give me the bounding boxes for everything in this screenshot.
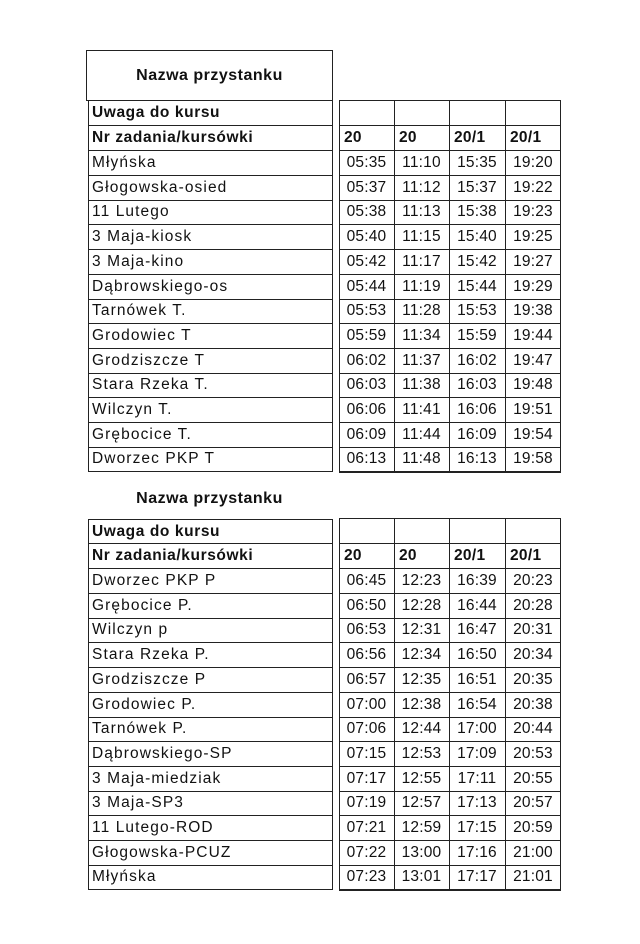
departure-time: 17:11 [449, 767, 505, 792]
departure-time: 19:44 [505, 324, 561, 349]
stop-name: 3 Maja-kiosk [88, 225, 333, 250]
departure-time: 20:28 [505, 594, 561, 619]
departure-time: 07:23 [339, 865, 394, 890]
departure-time: 07:06 [339, 717, 394, 742]
departure-time: 06:13 [339, 447, 394, 472]
stop-name: Wilczyn T. [88, 398, 333, 423]
stop-name: Głogowska-PCUZ [88, 841, 333, 866]
stop-name: 3 Maja-kino [88, 250, 333, 275]
departure-time: 06:50 [339, 594, 394, 619]
remark-row [339, 519, 561, 544]
departure-time: 06:57 [339, 668, 394, 693]
departure-time: 12:55 [394, 767, 449, 792]
task-code-cell: 20/1 [505, 126, 561, 151]
remark-row [339, 101, 561, 126]
departure-time: 17:00 [449, 717, 505, 742]
departure-time: 11:17 [394, 250, 449, 275]
departure-time: 05:59 [339, 324, 394, 349]
departure-time: 12:38 [394, 693, 449, 718]
departure-time: 15:37 [449, 176, 505, 201]
departure-time: 13:00 [394, 841, 449, 866]
section-title: Nazwa przystanku [86, 50, 333, 101]
departure-time: 19:51 [505, 398, 561, 423]
stop-name: Stara Rzeka T. [88, 373, 333, 398]
departure-time: 19:22 [505, 176, 561, 201]
departure-time: 17:16 [449, 841, 505, 866]
departure-time: 20:44 [505, 717, 561, 742]
departure-time: 11:38 [394, 373, 449, 398]
task-code-cell: 20/1 [505, 544, 561, 569]
departure-time: 20:34 [505, 643, 561, 668]
departure-time: 06:45 [339, 569, 394, 594]
departure-time: 12:59 [394, 816, 449, 841]
departure-time: 16:51 [449, 668, 505, 693]
departure-time: 06:02 [339, 349, 394, 374]
departure-time: 20:57 [505, 791, 561, 816]
departure-time: 07:21 [339, 816, 394, 841]
departure-time: 12:31 [394, 618, 449, 643]
departure-time: 15:40 [449, 225, 505, 250]
departure-time: 11:34 [394, 324, 449, 349]
departure-time: 16:09 [449, 423, 505, 448]
stop-name: Dworzec PKP T [88, 447, 333, 472]
departure-time: 20:59 [505, 816, 561, 841]
stop-name: Dworzec PKP P [88, 569, 333, 594]
stop-name: 3 Maja-SP3 [88, 791, 333, 816]
departure-time: 16:39 [449, 569, 505, 594]
departure-time: 19:25 [505, 225, 561, 250]
departure-time: 11:15 [394, 225, 449, 250]
departure-time: 06:06 [339, 398, 394, 423]
departure-time: 07:17 [339, 767, 394, 792]
section-title: Nazwa przystanku [136, 490, 283, 507]
departure-time: 16:44 [449, 594, 505, 619]
departure-time: 12:53 [394, 742, 449, 767]
departure-time: 15:38 [449, 200, 505, 225]
departure-time: 05:35 [339, 151, 394, 176]
stop-name: Grodziszcze P [88, 668, 333, 693]
departure-time: 05:37 [339, 176, 394, 201]
departure-time: 07:00 [339, 693, 394, 718]
departure-time: 17:17 [449, 865, 505, 890]
stop-name: Grodziszcze T [88, 349, 333, 374]
stop-name: Tarnówek P. [88, 717, 333, 742]
departure-time: 15:44 [449, 275, 505, 300]
departure-time: 11:48 [394, 447, 449, 472]
departure-time: 12:23 [394, 569, 449, 594]
departure-time: 06:03 [339, 373, 394, 398]
departure-time: 20:23 [505, 569, 561, 594]
stop-name: Młyńska [88, 865, 333, 890]
remark-label: Uwaga do kursu [88, 101, 333, 126]
departure-time: 15:53 [449, 299, 505, 324]
departure-time: 07:19 [339, 791, 394, 816]
departure-time: 11:19 [394, 275, 449, 300]
departure-time: 05:40 [339, 225, 394, 250]
departure-time: 15:59 [449, 324, 505, 349]
departure-time: 06:56 [339, 643, 394, 668]
departure-time: 19:47 [505, 349, 561, 374]
departure-time: 11:13 [394, 200, 449, 225]
departure-time: 20:31 [505, 618, 561, 643]
departure-time: 12:35 [394, 668, 449, 693]
departure-time: 12:57 [394, 791, 449, 816]
departure-time: 19:29 [505, 275, 561, 300]
departure-time: 06:53 [339, 618, 394, 643]
departure-time: 12:34 [394, 643, 449, 668]
departure-time: 17:15 [449, 816, 505, 841]
stop-name: 11 Lutego-ROD [88, 816, 333, 841]
departure-time: 07:22 [339, 841, 394, 866]
stop-name: Dąbrowskiego-os [88, 275, 333, 300]
stop-name: Grodowiec P. [88, 693, 333, 718]
departure-time: 11:41 [394, 398, 449, 423]
departure-time: 11:28 [394, 299, 449, 324]
stop-name: Głogowska-osied [88, 176, 333, 201]
departure-time: 07:15 [339, 742, 394, 767]
departure-time: 20:35 [505, 668, 561, 693]
departure-time: 21:00 [505, 841, 561, 866]
departure-time: 05:44 [339, 275, 394, 300]
task-code-cell: 20 [339, 126, 394, 151]
departure-time: 13:01 [394, 865, 449, 890]
departure-time: 19:27 [505, 250, 561, 275]
departure-time: 19:54 [505, 423, 561, 448]
departure-time: 19:38 [505, 299, 561, 324]
departure-time: 17:13 [449, 791, 505, 816]
departure-time: 16:50 [449, 643, 505, 668]
stop-name: 11 Lutego [88, 200, 333, 225]
departure-time: 19:23 [505, 200, 561, 225]
departure-time: 16:13 [449, 447, 505, 472]
task-code-cell: 20 [394, 126, 449, 151]
departure-time: 19:48 [505, 373, 561, 398]
task-code-cell: 20/1 [449, 126, 505, 151]
departure-time: 12:44 [394, 717, 449, 742]
departure-time: 20:53 [505, 742, 561, 767]
stop-name: Grębocice T. [88, 423, 333, 448]
remark-label: Uwaga do kursu [88, 519, 333, 544]
task-number-label: Nr zadania/kursówki [88, 126, 333, 151]
task-number-label: Nr zadania/kursówki [88, 544, 333, 569]
stop-name: Stara Rzeka P. [88, 643, 333, 668]
departure-time: 11:37 [394, 349, 449, 374]
departure-time: 20:55 [505, 767, 561, 792]
departure-time: 19:58 [505, 447, 561, 472]
departure-time: 15:42 [449, 250, 505, 275]
stop-name: Grębocice P. [88, 594, 333, 619]
departure-time: 16:03 [449, 373, 505, 398]
stop-name: Grodowiec T [88, 324, 333, 349]
departure-time: 15:35 [449, 151, 505, 176]
departure-time: 20:38 [505, 693, 561, 718]
departure-time: 11:44 [394, 423, 449, 448]
task-code-cell: 20 [339, 544, 394, 569]
departure-time: 05:38 [339, 200, 394, 225]
stop-name: 3 Maja-miedziak [88, 767, 333, 792]
task-code-cell: 20/1 [449, 544, 505, 569]
departure-time: 12:28 [394, 594, 449, 619]
departure-time: 05:42 [339, 250, 394, 275]
departure-time: 05:53 [339, 299, 394, 324]
departure-time: 16:06 [449, 398, 505, 423]
stop-name: Wilczyn p [88, 618, 333, 643]
task-code-cell: 20 [394, 544, 449, 569]
departure-time: 11:12 [394, 176, 449, 201]
stop-name: Dąbrowskiego-SP [88, 742, 333, 767]
departure-time: 16:02 [449, 349, 505, 374]
departure-time: 16:47 [449, 618, 505, 643]
departure-time: 06:09 [339, 423, 394, 448]
departure-time: 21:01 [505, 865, 561, 890]
stop-name: Tarnówek T. [88, 299, 333, 324]
departure-time: 11:10 [394, 151, 449, 176]
departure-time: 19:20 [505, 151, 561, 176]
departure-time: 16:54 [449, 693, 505, 718]
stop-name: Młyńska [88, 151, 333, 176]
departure-time: 17:09 [449, 742, 505, 767]
